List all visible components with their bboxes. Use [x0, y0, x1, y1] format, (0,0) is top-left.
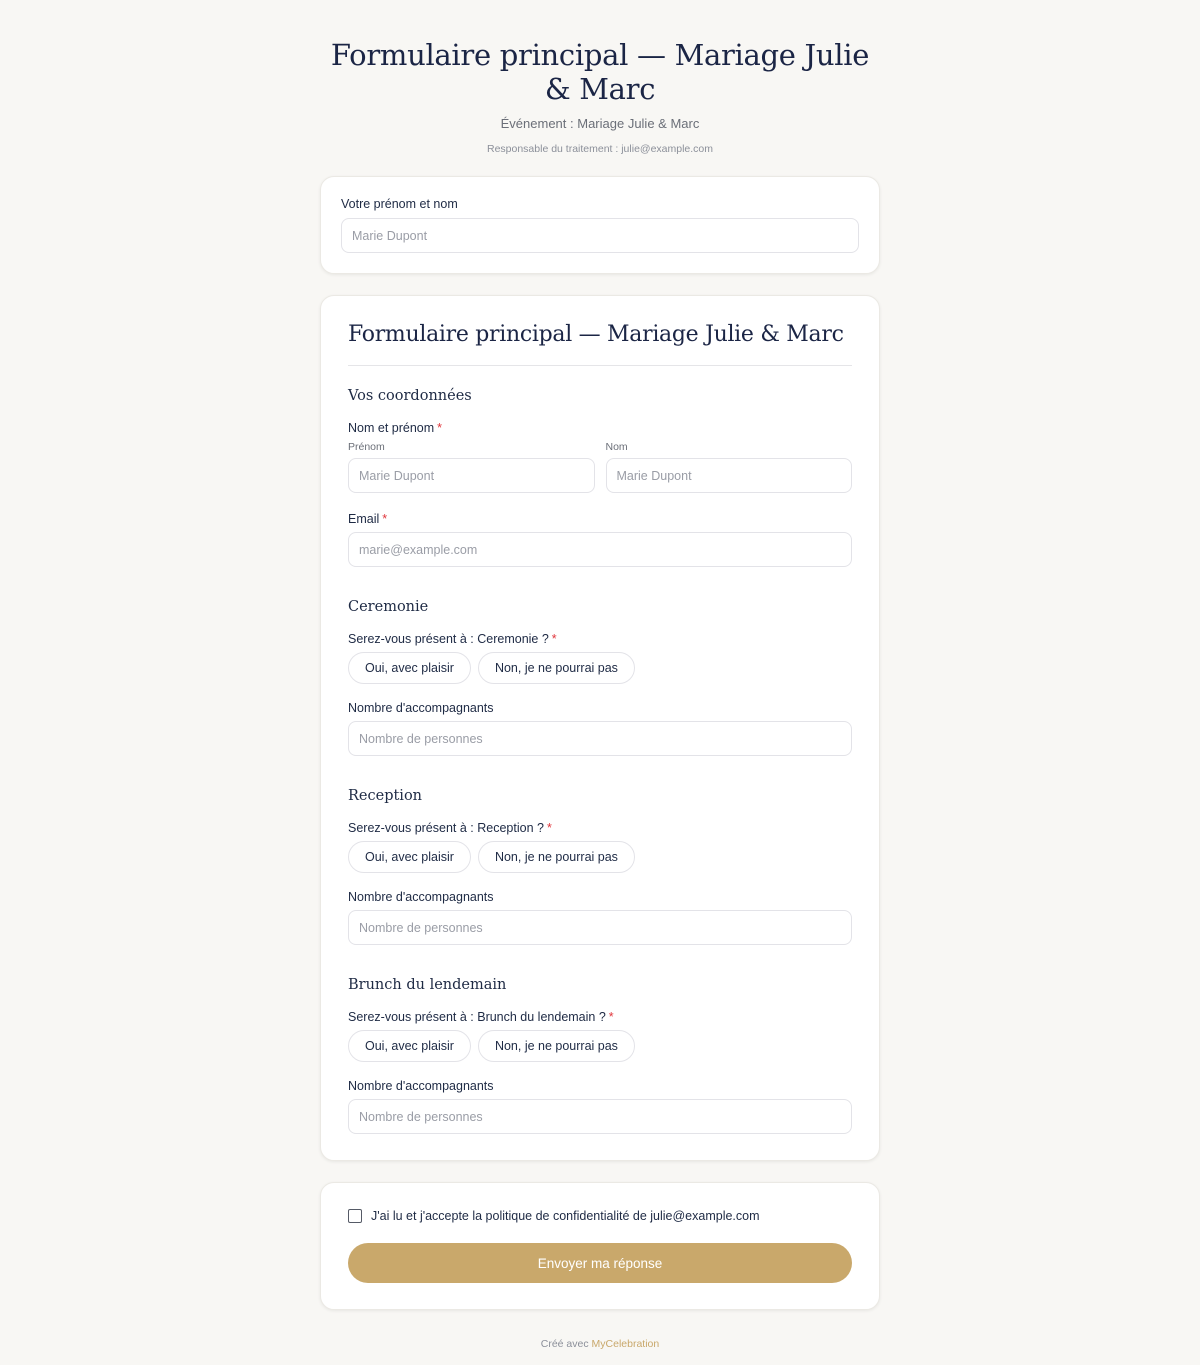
- first-name-input[interactable]: [348, 458, 595, 493]
- last-name-group: [606, 441, 853, 493]
- ceremony-guests-label: Nombre d'accompagnants: [348, 701, 494, 715]
- ceremony-question-text: Serez-vous présent à : Ceremonie ?: [348, 632, 549, 646]
- brunch-section-title: Brunch du lendemain: [348, 977, 507, 993]
- name-field-label-text: Nom et prénom: [348, 421, 435, 435]
- submit-button[interactable]: Envoyer ma réponse: [348, 1243, 852, 1283]
- footer: [320, 1338, 880, 1350]
- brunch-guests-label: Nombre d'accompagnants: [348, 1079, 494, 1093]
- reception-question-text: Serez-vous présent à : Reception ?: [348, 821, 544, 835]
- required-mark: *: [546, 821, 552, 835]
- email-label-text: Email: [348, 512, 380, 526]
- last-name-input[interactable]: [606, 458, 853, 493]
- brunch-guests-input[interactable]: [348, 1099, 852, 1134]
- ceremony-attendance-options: [348, 652, 852, 684]
- brunch-attendance-label: [348, 1010, 852, 1024]
- footer-brand-link[interactable]: MyCelebration: [591, 1338, 660, 1350]
- reception-yes-button[interactable]: Oui, avec plaisir: [348, 841, 471, 873]
- required-mark: *: [382, 512, 388, 526]
- required-mark: *: [437, 421, 443, 435]
- full-name-input[interactable]: [341, 218, 859, 253]
- name-field-label: [348, 421, 852, 435]
- privacy-consent-checkbox[interactable]: [348, 1209, 362, 1223]
- responsible-line: Responsable du traitement : julie@example.com: [486, 143, 714, 155]
- ceremony-attendance-label: [348, 632, 852, 646]
- rsvp-form-card: [320, 295, 880, 1161]
- name-fields-row: [348, 441, 852, 493]
- footer-prefix: Créé avec: [540, 1338, 589, 1350]
- page: [320, 0, 880, 1350]
- reception-guests-input[interactable]: [348, 910, 852, 945]
- brunch-yes-button[interactable]: Oui, avec plaisir: [348, 1030, 471, 1062]
- last-name-label: Nom: [605, 441, 628, 453]
- required-mark: *: [551, 632, 557, 646]
- ceremony-no-button[interactable]: Non, je ne pourrai pas: [478, 652, 635, 684]
- reception-attendance-label: [348, 821, 852, 835]
- brunch-no-button[interactable]: Non, je ne pourrai pas: [478, 1030, 635, 1062]
- reception-guests-label: Nombre d'accompagnants: [348, 890, 494, 904]
- brunch-attendance-options: [348, 1030, 852, 1062]
- ceremony-yes-button[interactable]: Oui, avec plaisir: [348, 652, 471, 684]
- contact-section-title: Vos coordonnées: [348, 388, 472, 404]
- event-line: Événement : Mariage Julie & Marc: [500, 116, 700, 131]
- reception-no-button[interactable]: Non, je ne pourrai pas: [478, 841, 635, 873]
- name-card: [320, 176, 880, 274]
- first-name-group: [348, 441, 595, 493]
- email-input[interactable]: [348, 532, 852, 567]
- email-field-label: [348, 512, 852, 526]
- consent-row: [348, 1209, 852, 1223]
- first-name-label: Prénom: [348, 441, 385, 453]
- consent-card: [320, 1182, 880, 1310]
- form-title: Formulaire principal — Mariage Julie & Marc: [348, 322, 852, 366]
- privacy-consent-text: J'ai lu et j'accepte la politique de confidentialité de julie@example.com: [371, 1209, 760, 1223]
- brunch-question-text: Serez-vous présent à : Brunch du lendemain ?: [348, 1010, 606, 1024]
- ceremony-guests-input[interactable]: [348, 721, 852, 756]
- reception-section-title: Reception: [348, 788, 423, 804]
- page-title: Formulaire principal — Mariage Julie & Marc: [330, 38, 870, 106]
- full-name-label: Votre prénom et nom: [341, 197, 458, 211]
- page-header: [320, 38, 880, 155]
- ceremony-section-title: Ceremonie: [348, 599, 429, 615]
- required-mark: *: [608, 1010, 614, 1024]
- reception-attendance-options: [348, 841, 852, 873]
